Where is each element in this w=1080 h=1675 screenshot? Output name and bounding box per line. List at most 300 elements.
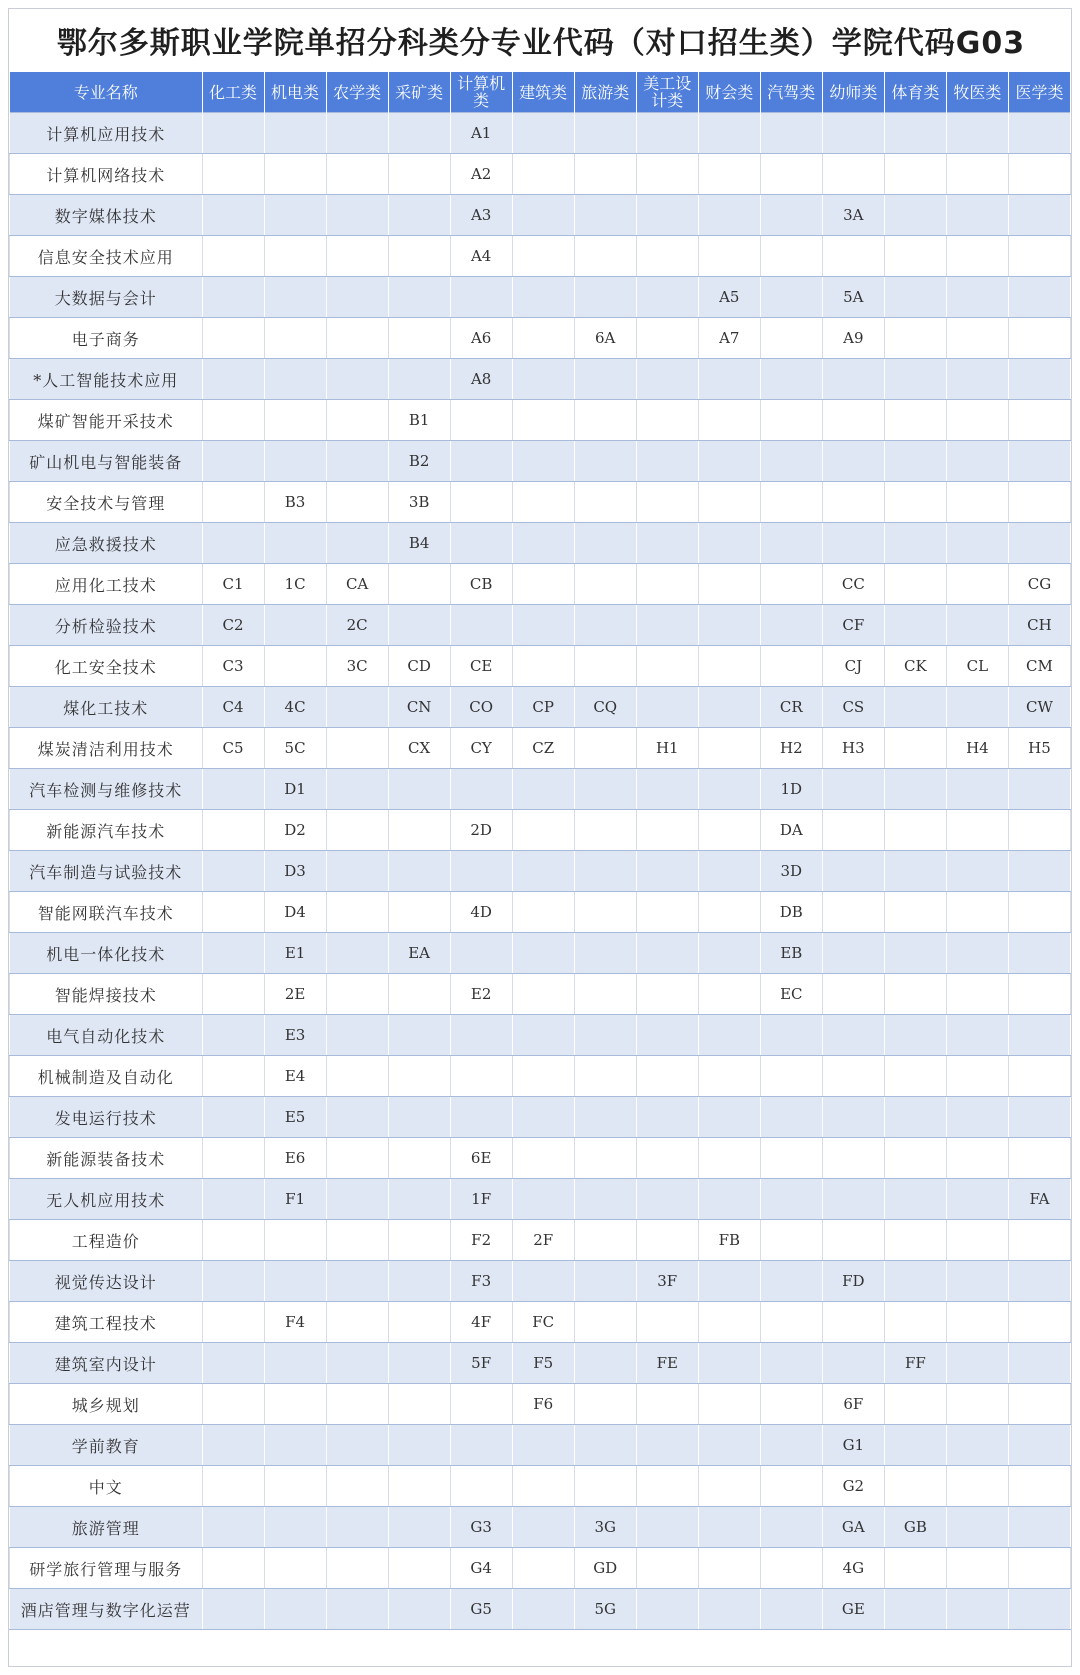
code-cell xyxy=(636,1589,698,1630)
code-cell: 2F xyxy=(512,1220,574,1261)
major-name-cell: 电气自动化技术 xyxy=(10,1015,203,1056)
code-cell xyxy=(946,1138,1008,1179)
code-cell xyxy=(946,1015,1008,1056)
code-cell: G1 xyxy=(822,1425,884,1466)
code-cell xyxy=(202,1548,264,1589)
column-header-category: 化工类 xyxy=(202,72,264,113)
major-name-cell: 煤矿智能开采技术 xyxy=(10,400,203,441)
code-cell xyxy=(450,1384,512,1425)
code-cell xyxy=(388,810,450,851)
code-cell xyxy=(946,564,1008,605)
table-row xyxy=(10,1507,1071,1548)
code-cell xyxy=(264,277,326,318)
code-cell xyxy=(202,523,264,564)
table-row xyxy=(10,113,1071,154)
code-cell xyxy=(946,195,1008,236)
table-row xyxy=(10,1138,1071,1179)
code-cell xyxy=(1008,359,1070,400)
code-cell xyxy=(574,1466,636,1507)
code-cell xyxy=(202,441,264,482)
major-name-cell: 旅游管理 xyxy=(10,1507,203,1548)
code-cell xyxy=(388,1548,450,1589)
code-cell: F6 xyxy=(512,1384,574,1425)
code-cell: 5A xyxy=(822,277,884,318)
code-cell xyxy=(388,769,450,810)
code-cell xyxy=(946,482,1008,523)
code-cell: CN xyxy=(388,687,450,728)
code-cell: 3F xyxy=(636,1261,698,1302)
table-row xyxy=(10,769,1071,810)
code-cell xyxy=(822,1179,884,1220)
code-cell xyxy=(326,1056,388,1097)
code-cell xyxy=(202,359,264,400)
code-cell xyxy=(946,810,1008,851)
code-cell xyxy=(574,564,636,605)
code-cell xyxy=(946,1343,1008,1384)
code-cell xyxy=(698,1179,760,1220)
code-cell xyxy=(698,1097,760,1138)
code-cell xyxy=(822,769,884,810)
code-cell xyxy=(264,441,326,482)
code-cell xyxy=(388,605,450,646)
major-name-cell: 计算机网络技术 xyxy=(10,154,203,195)
code-cell xyxy=(202,810,264,851)
code-cell xyxy=(574,851,636,892)
code-cell xyxy=(574,1261,636,1302)
major-name-cell: 机电一体化技术 xyxy=(10,933,203,974)
code-cell xyxy=(264,1384,326,1425)
code-cell xyxy=(326,974,388,1015)
code-cell: CP xyxy=(512,687,574,728)
code-cell xyxy=(636,1466,698,1507)
code-cell: F5 xyxy=(512,1343,574,1384)
code-cell xyxy=(450,769,512,810)
code-cell xyxy=(698,769,760,810)
code-cell xyxy=(698,154,760,195)
code-cell xyxy=(574,1179,636,1220)
code-cell xyxy=(636,933,698,974)
major-name-cell: 工程造价 xyxy=(10,1220,203,1261)
code-cell xyxy=(574,810,636,851)
code-cell xyxy=(388,236,450,277)
code-cell xyxy=(698,441,760,482)
code-cell xyxy=(512,1548,574,1589)
code-cell xyxy=(326,441,388,482)
major-name-cell: 矿山机电与智能装备 xyxy=(10,441,203,482)
code-cell xyxy=(1008,851,1070,892)
code-cell xyxy=(760,1261,822,1302)
code-cell xyxy=(574,1343,636,1384)
table-row xyxy=(10,1261,1071,1302)
code-cell xyxy=(574,523,636,564)
code-cell xyxy=(202,1589,264,1630)
code-cell xyxy=(512,400,574,441)
column-header-category: 机电类 xyxy=(264,72,326,113)
code-cell xyxy=(884,810,946,851)
table-row xyxy=(10,728,1071,769)
code-cell xyxy=(884,974,946,1015)
code-cell xyxy=(512,1097,574,1138)
code-cell xyxy=(822,933,884,974)
code-cell xyxy=(884,1589,946,1630)
code-cell: G5 xyxy=(450,1589,512,1630)
code-cell xyxy=(574,482,636,523)
code-cell xyxy=(512,1015,574,1056)
code-cell xyxy=(326,236,388,277)
code-cell xyxy=(760,1138,822,1179)
code-cell xyxy=(698,933,760,974)
code-cell: CA xyxy=(326,564,388,605)
code-cell xyxy=(202,1384,264,1425)
code-cell xyxy=(946,523,1008,564)
code-cell xyxy=(760,441,822,482)
table-row xyxy=(10,1548,1071,1589)
code-cell xyxy=(202,1220,264,1261)
code-cell xyxy=(760,482,822,523)
code-cell: E5 xyxy=(264,1097,326,1138)
code-cell xyxy=(1008,1056,1070,1097)
code-cell xyxy=(698,1425,760,1466)
code-cell xyxy=(450,441,512,482)
code-cell xyxy=(512,113,574,154)
code-cell: A9 xyxy=(822,318,884,359)
code-cell: D4 xyxy=(264,892,326,933)
code-cell xyxy=(574,933,636,974)
code-cell xyxy=(698,1138,760,1179)
code-cell xyxy=(822,523,884,564)
code-cell xyxy=(636,1056,698,1097)
code-cell: DB xyxy=(760,892,822,933)
major-name-cell: 学前教育 xyxy=(10,1425,203,1466)
code-cell: H1 xyxy=(636,728,698,769)
code-cell xyxy=(326,933,388,974)
code-cell xyxy=(202,113,264,154)
code-cell xyxy=(202,1015,264,1056)
major-name-cell: 中文 xyxy=(10,1466,203,1507)
code-cell xyxy=(388,359,450,400)
major-name-cell: 分析检验技术 xyxy=(10,605,203,646)
code-cell xyxy=(636,564,698,605)
table-row xyxy=(10,933,1071,974)
code-cell xyxy=(760,523,822,564)
code-cell: D3 xyxy=(264,851,326,892)
major-name-cell: 酒店管理与数字化运营 xyxy=(10,1589,203,1630)
code-cell xyxy=(512,236,574,277)
column-header-major-name: 专业名称 xyxy=(10,72,203,113)
code-cell xyxy=(760,1015,822,1056)
code-cell xyxy=(760,1589,822,1630)
code-cell xyxy=(946,933,1008,974)
code-cell: A1 xyxy=(450,113,512,154)
code-cell xyxy=(760,1056,822,1097)
column-header-category: 幼师类 xyxy=(822,72,884,113)
code-cell xyxy=(760,646,822,687)
code-cell xyxy=(450,1466,512,1507)
column-header-category: 财会类 xyxy=(698,72,760,113)
code-cell: C5 xyxy=(202,728,264,769)
code-cell xyxy=(884,564,946,605)
code-cell xyxy=(636,277,698,318)
code-cell xyxy=(1008,1548,1070,1589)
code-cell: FD xyxy=(822,1261,884,1302)
code-cell xyxy=(512,441,574,482)
code-cell xyxy=(636,810,698,851)
code-cell xyxy=(884,1056,946,1097)
code-cell xyxy=(1008,933,1070,974)
table-row xyxy=(10,1302,1071,1343)
code-cell xyxy=(884,236,946,277)
code-cell: 4C xyxy=(264,687,326,728)
code-cell xyxy=(636,892,698,933)
code-cell: E1 xyxy=(264,933,326,974)
code-cell xyxy=(388,1507,450,1548)
code-cell xyxy=(574,728,636,769)
code-cell xyxy=(202,933,264,974)
code-cell: G3 xyxy=(450,1507,512,1548)
code-cell xyxy=(760,1220,822,1261)
code-cell: FA xyxy=(1008,1179,1070,1220)
code-cell xyxy=(450,1425,512,1466)
column-header-category: 农学类 xyxy=(326,72,388,113)
code-cell xyxy=(698,400,760,441)
code-cell xyxy=(202,154,264,195)
code-cell xyxy=(512,1261,574,1302)
code-cell xyxy=(760,1343,822,1384)
code-cell xyxy=(264,1548,326,1589)
code-cell xyxy=(636,195,698,236)
code-cell xyxy=(326,687,388,728)
code-cell: GA xyxy=(822,1507,884,1548)
code-cell: CB xyxy=(450,564,512,605)
table-row xyxy=(10,851,1071,892)
table-row xyxy=(10,482,1071,523)
code-cell xyxy=(636,605,698,646)
code-cell xyxy=(450,482,512,523)
code-cell xyxy=(202,482,264,523)
code-cell: H4 xyxy=(946,728,1008,769)
code-cell xyxy=(202,400,264,441)
code-cell: DA xyxy=(760,810,822,851)
code-cell: GB xyxy=(884,1507,946,1548)
code-cell xyxy=(698,113,760,154)
code-cell xyxy=(574,400,636,441)
code-cell xyxy=(760,605,822,646)
code-cell xyxy=(884,933,946,974)
code-cell xyxy=(884,1015,946,1056)
code-cell: 1C xyxy=(264,564,326,605)
code-cell xyxy=(574,236,636,277)
code-cell xyxy=(636,974,698,1015)
code-cell xyxy=(450,523,512,564)
code-cell xyxy=(264,195,326,236)
code-cell: 2C xyxy=(326,605,388,646)
code-cell xyxy=(636,400,698,441)
code-cell xyxy=(698,1589,760,1630)
code-cell: E4 xyxy=(264,1056,326,1097)
code-cell: EA xyxy=(388,933,450,974)
code-cell xyxy=(698,523,760,564)
code-cell: C2 xyxy=(202,605,264,646)
code-cell: 3C xyxy=(326,646,388,687)
code-cell xyxy=(884,318,946,359)
table-row xyxy=(10,687,1071,728)
code-cell xyxy=(388,1589,450,1630)
table-row xyxy=(10,154,1071,195)
code-cell xyxy=(574,1056,636,1097)
table-row xyxy=(10,605,1071,646)
code-cell xyxy=(574,277,636,318)
code-cell xyxy=(698,851,760,892)
code-cell: CQ xyxy=(574,687,636,728)
code-cell xyxy=(326,1179,388,1220)
code-cell: CD xyxy=(388,646,450,687)
table-row xyxy=(10,810,1071,851)
code-cell xyxy=(636,1097,698,1138)
major-name-cell: 电子商务 xyxy=(10,318,203,359)
code-cell xyxy=(512,1507,574,1548)
code-cell xyxy=(512,851,574,892)
table-row xyxy=(10,892,1071,933)
code-cell xyxy=(264,318,326,359)
code-cell xyxy=(264,1507,326,1548)
table-row xyxy=(10,1343,1071,1384)
code-cell xyxy=(884,892,946,933)
code-cell xyxy=(946,318,1008,359)
code-cell xyxy=(760,195,822,236)
code-cell xyxy=(884,851,946,892)
code-cell: B2 xyxy=(388,441,450,482)
code-cell: C3 xyxy=(202,646,264,687)
code-cell xyxy=(822,1220,884,1261)
code-cell xyxy=(574,974,636,1015)
code-cell xyxy=(574,195,636,236)
code-cell: E3 xyxy=(264,1015,326,1056)
table-row xyxy=(10,236,1071,277)
code-cell xyxy=(512,769,574,810)
code-cell: CK xyxy=(884,646,946,687)
code-cell: CW xyxy=(1008,687,1070,728)
code-cell xyxy=(326,277,388,318)
code-cell: CY xyxy=(450,728,512,769)
code-cell xyxy=(884,769,946,810)
code-cell xyxy=(698,1548,760,1589)
code-cell xyxy=(1008,1220,1070,1261)
code-cell xyxy=(636,687,698,728)
code-cell: 1F xyxy=(450,1179,512,1220)
code-cell xyxy=(202,892,264,933)
code-cell xyxy=(884,1302,946,1343)
code-cell xyxy=(388,1466,450,1507)
code-cell xyxy=(512,523,574,564)
code-cell: CF xyxy=(822,605,884,646)
code-cell xyxy=(698,236,760,277)
code-cell xyxy=(884,523,946,564)
code-cell xyxy=(1008,1343,1070,1384)
code-cell xyxy=(760,277,822,318)
code-cell xyxy=(202,1056,264,1097)
code-cell xyxy=(760,400,822,441)
code-cell xyxy=(388,1425,450,1466)
code-cell xyxy=(202,236,264,277)
code-cell xyxy=(1008,1466,1070,1507)
code-cell xyxy=(264,605,326,646)
code-cell xyxy=(760,1466,822,1507)
code-cell: G4 xyxy=(450,1548,512,1589)
code-cell xyxy=(1008,441,1070,482)
code-cell xyxy=(698,810,760,851)
major-name-cell: 化工安全技术 xyxy=(10,646,203,687)
code-cell: CH xyxy=(1008,605,1070,646)
code-cell xyxy=(636,851,698,892)
major-name-cell: 城乡规划 xyxy=(10,1384,203,1425)
code-cell xyxy=(450,933,512,974)
code-cell xyxy=(326,769,388,810)
code-cell xyxy=(326,318,388,359)
code-cell xyxy=(946,687,1008,728)
code-cell xyxy=(450,277,512,318)
code-cell xyxy=(574,1302,636,1343)
major-name-cell: 数字媒体技术 xyxy=(10,195,203,236)
code-cell xyxy=(388,154,450,195)
code-cell xyxy=(450,400,512,441)
code-cell: CL xyxy=(946,646,1008,687)
code-cell xyxy=(822,810,884,851)
code-cell xyxy=(884,400,946,441)
code-cell: CG xyxy=(1008,564,1070,605)
column-header-category: 旅游类 xyxy=(574,72,636,113)
code-cell xyxy=(884,1466,946,1507)
code-cell xyxy=(202,1343,264,1384)
table-row xyxy=(10,1466,1071,1507)
code-cell xyxy=(326,892,388,933)
code-cell: 2E xyxy=(264,974,326,1015)
code-cell xyxy=(202,1179,264,1220)
code-cell: FE xyxy=(636,1343,698,1384)
code-cell xyxy=(884,1384,946,1425)
major-code-table xyxy=(9,72,1071,1630)
code-cell xyxy=(512,1179,574,1220)
code-cell xyxy=(388,195,450,236)
code-cell xyxy=(760,318,822,359)
code-cell xyxy=(946,1261,1008,1302)
code-cell xyxy=(512,1589,574,1630)
code-cell xyxy=(264,154,326,195)
code-cell: A6 xyxy=(450,318,512,359)
code-cell xyxy=(264,400,326,441)
code-cell: D1 xyxy=(264,769,326,810)
code-cell xyxy=(388,1015,450,1056)
code-cell xyxy=(388,1138,450,1179)
code-cell xyxy=(574,113,636,154)
code-cell xyxy=(884,113,946,154)
code-cell xyxy=(636,523,698,564)
column-header-category: 体育类 xyxy=(884,72,946,113)
code-cell xyxy=(388,1343,450,1384)
column-header-category: 汽驾类 xyxy=(760,72,822,113)
code-cell: A5 xyxy=(698,277,760,318)
code-cell: GE xyxy=(822,1589,884,1630)
major-name-cell: 计算机应用技术 xyxy=(10,113,203,154)
code-cell xyxy=(512,933,574,974)
code-cell: E2 xyxy=(450,974,512,1015)
code-cell xyxy=(574,441,636,482)
code-cell xyxy=(636,1220,698,1261)
column-header-category: 计算机类 xyxy=(450,72,512,113)
table-row xyxy=(10,1384,1071,1425)
code-cell xyxy=(884,605,946,646)
code-cell: 6A xyxy=(574,318,636,359)
code-cell xyxy=(202,1302,264,1343)
